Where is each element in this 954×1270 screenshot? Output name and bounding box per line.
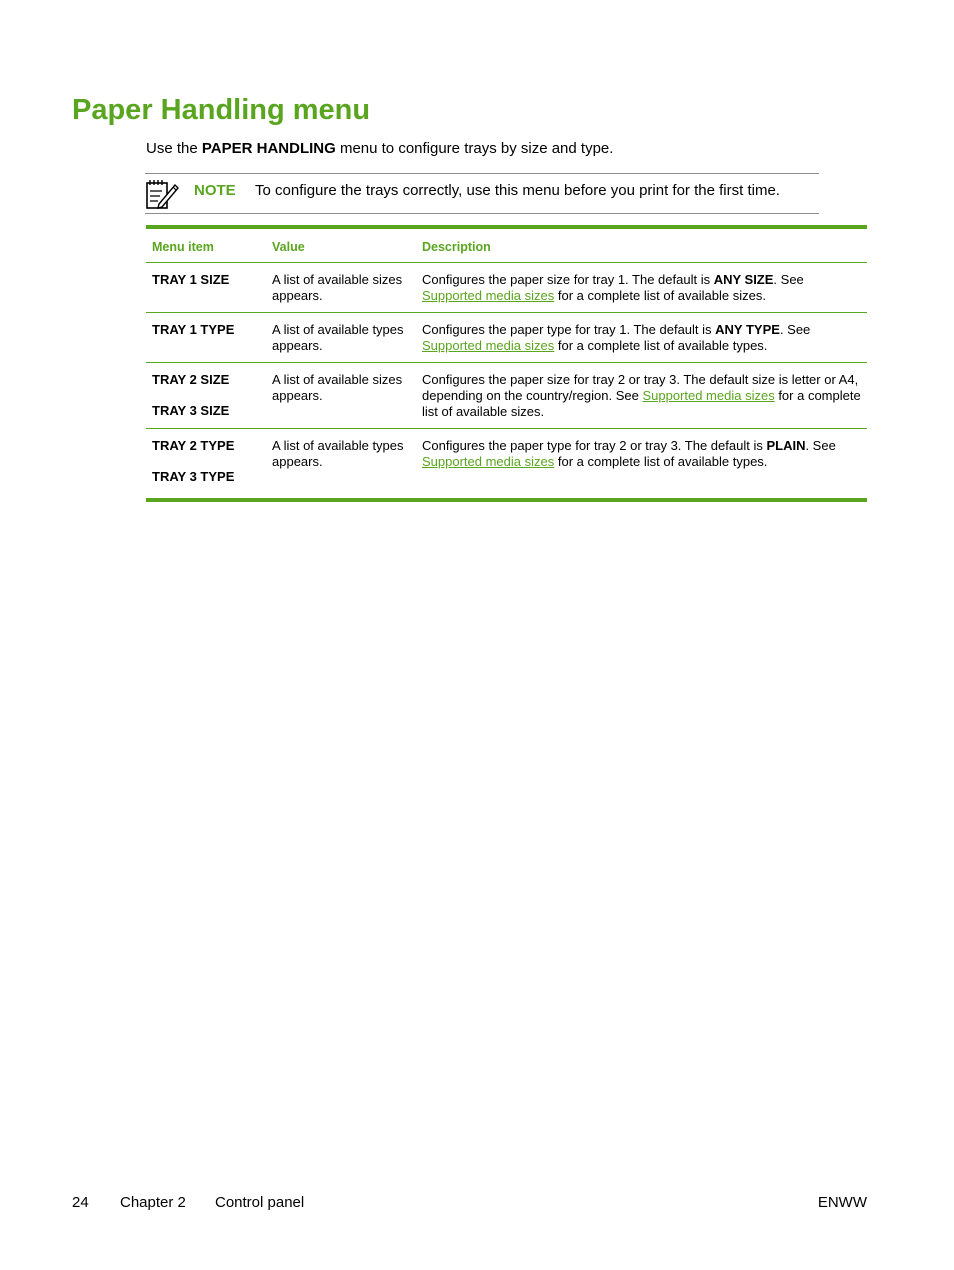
menu-item-label: TRAY 3 SIZE xyxy=(152,403,230,418)
paper-handling-table xyxy=(146,225,867,502)
description-cell: Configures the paper type for tray 2 or tray 3. The default is PLAIN. See Supported media sizes for a complete list of available types. xyxy=(422,438,836,469)
footer-chapter: Chapter 2 xyxy=(120,1194,186,1211)
value-cell: A list of available types appears. xyxy=(272,438,404,469)
intro-paragraph xyxy=(146,139,613,159)
menu-item-label: TRAY 1 TYPE xyxy=(152,322,235,337)
note-box xyxy=(145,173,819,214)
note-label: NOTE xyxy=(194,182,236,199)
note-pad-pencil-icon xyxy=(145,177,179,211)
page-title: Paper Handling menu xyxy=(72,94,371,126)
default-value: ANY SIZE xyxy=(713,272,774,287)
menu-item-label: TRAY 3 TYPE xyxy=(152,469,235,484)
intro-menu-name: PAPER HANDLING xyxy=(201,140,336,157)
default-value: ANY TYPE xyxy=(715,322,780,337)
default-value: PLAIN xyxy=(766,438,806,453)
table-row xyxy=(146,363,867,429)
footer-page-number: 24 xyxy=(72,1194,89,1211)
supported-media-sizes-link[interactable]: Supported media sizes xyxy=(422,454,555,469)
table-row xyxy=(146,263,867,313)
value-cell: A list of available sizes appears. xyxy=(272,372,403,403)
description-cell: Configures the paper size for tray 1. The default is ANY SIZE. See Supported media sizes for a complete list of available sizes. xyxy=(422,272,804,303)
header-description: Description xyxy=(422,240,491,254)
intro-text-pre: Use the xyxy=(146,140,202,157)
footer-edition: ENWW xyxy=(817,1194,867,1211)
description-cell: Configures the paper size for tray 2 or tray 3. The default size is letter or A4, depending on the country/region. See Supported media sizes for a complete list of available sizes. xyxy=(422,372,861,419)
note-text: To configure the trays correctly, use this menu before you print for the first time. xyxy=(255,182,780,199)
header-value: Value xyxy=(272,240,305,254)
table-row xyxy=(146,313,867,363)
description-cell: Configures the paper type for tray 1. The default is ANY TYPE. See Supported media sizes for a complete list of available types. xyxy=(422,322,811,353)
menu-item-label: TRAY 2 TYPE xyxy=(152,438,235,453)
header-menu-item: Menu item xyxy=(152,240,214,254)
supported-media-sizes-link[interactable]: Supported media sizes xyxy=(422,338,555,353)
footer-section: Control panel xyxy=(215,1194,305,1211)
table-row xyxy=(146,429,867,501)
menu-item-label: TRAY 1 SIZE xyxy=(152,272,230,287)
table-header-row xyxy=(146,227,867,263)
supported-media-sizes-link[interactable]: Supported media sizes xyxy=(642,388,775,403)
value-cell: A list of available types appears. xyxy=(272,322,404,353)
menu-item-label: TRAY 2 SIZE xyxy=(152,372,230,387)
value-cell: A list of available sizes appears. xyxy=(272,272,403,303)
intro-text-post: menu to configure trays by size and type. xyxy=(335,140,614,157)
supported-media-sizes-link[interactable]: Supported media sizes xyxy=(422,288,555,303)
